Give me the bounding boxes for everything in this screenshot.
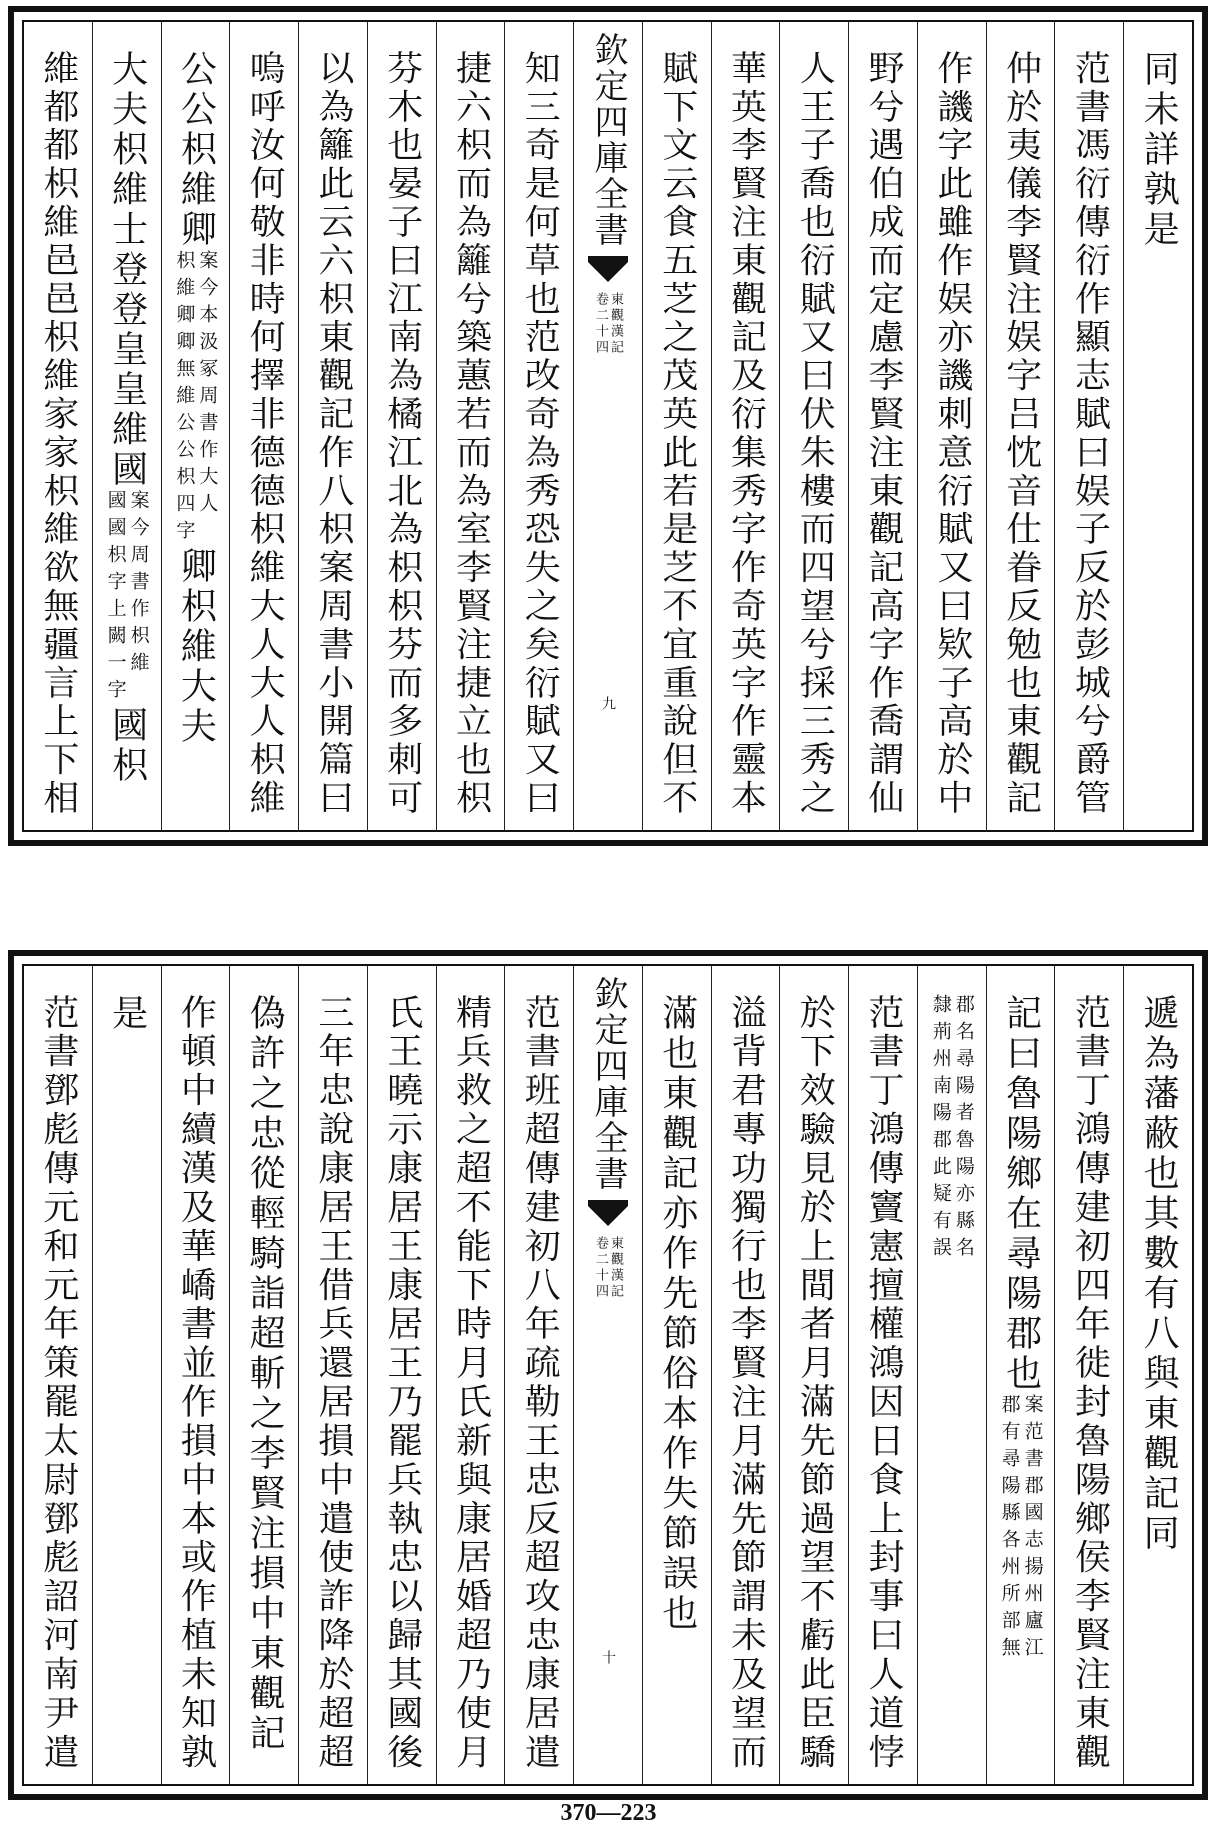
text-column	[848, 966, 917, 1784]
column-content	[863, 50, 905, 818]
text-column	[92, 22, 161, 830]
annotation-line: 隸荊州南陽郡此疑有誤	[929, 994, 952, 1264]
main-text: 氏王曉示康居王康居王乃罷兵執忠以歸其國後	[381, 994, 423, 1773]
column-content	[106, 50, 148, 786]
main-text: 三年忠說康居王借兵還居損中遣使詐降於超超	[312, 994, 354, 1773]
bottom-page-inner-border	[22, 964, 1194, 1786]
top-page-inner-border	[22, 20, 1194, 832]
text-column	[436, 966, 505, 1784]
column-content	[1138, 50, 1180, 250]
main-text: 賦下文云食五芝之茂英此若是芝不宜重說但不	[656, 50, 698, 818]
text-column	[298, 22, 367, 830]
column-content	[244, 50, 286, 818]
annotation-line: 郡名尋陽者魯陽亦縣名	[952, 994, 975, 1264]
text-column	[367, 22, 436, 830]
text-column	[298, 966, 367, 1784]
column-content	[244, 994, 286, 1754]
text-column	[711, 22, 780, 830]
volume-label: 卷二十四	[592, 1236, 608, 1300]
main-text: 同未詳孰是	[1138, 50, 1180, 250]
column-content	[656, 994, 698, 1634]
column-content	[1069, 994, 1111, 1773]
annotation-line: 郡有尋陽縣各州所部無	[998, 1394, 1021, 1664]
column-content	[519, 994, 561, 1773]
fishtail-mark-icon	[586, 254, 630, 284]
text-column	[229, 966, 298, 1784]
main-text-continued: 卿枳維大夫	[175, 547, 217, 747]
text-column	[986, 966, 1055, 1784]
fishtail-mark-icon	[586, 1198, 630, 1228]
text-column	[436, 22, 505, 830]
annotation-note	[931, 994, 973, 1264]
volume-label: 卷二十四	[592, 292, 608, 356]
text-column	[229, 22, 298, 830]
main-text: 遞為藩蔽也其數有八與東觀記同	[1138, 994, 1180, 1554]
bottom-page-columns	[24, 966, 1192, 1784]
main-text: 范書馮衍傳衍作顯志賦曰娱子反於彭城兮爵管	[1069, 50, 1111, 818]
main-text: 知三奇是何草也范改奇為秀恐失之矣衍賦又曰	[519, 50, 561, 818]
text-column	[367, 966, 436, 1784]
text-column	[917, 22, 986, 830]
text-column	[848, 22, 917, 830]
annotation-line: 案今周書作枳維	[127, 490, 150, 679]
top-page-columns	[24, 22, 1192, 830]
text-column	[504, 22, 573, 830]
main-text: 華英李賢注東觀記及衍集秀字作奇英字作靈本	[725, 50, 767, 818]
text-column	[1054, 22, 1123, 830]
text-column	[161, 22, 230, 830]
main-text: 作譏字此雖作娱亦譏刺意衍賦又曰欵子高於中	[931, 50, 973, 818]
annotation-note	[1000, 1394, 1042, 1664]
main-text: 記曰魯陽鄉在尋陽郡也	[1000, 994, 1042, 1394]
bottom-page-frame	[8, 950, 1208, 1800]
column-content	[931, 994, 973, 1264]
annotation-note	[106, 490, 148, 706]
main-text: 范書班超傳建初八年疏勒王忠反超攻忠康居遣	[519, 994, 561, 1773]
column-content	[863, 994, 905, 1773]
main-text: 作頓中續漢及華嶠書並作損中本或作植未知孰	[175, 994, 217, 1773]
book-meta	[594, 292, 622, 356]
main-text: 公公枳維卿	[175, 50, 217, 250]
main-text: 人王子喬也衍賦又曰伏朱樓而四望兮採三秀之	[794, 50, 836, 818]
text-column	[1123, 22, 1192, 830]
column-content	[794, 994, 836, 1773]
main-text: 范書丁鴻傳竇憲擅權鴻因日食上封事曰人道悖	[863, 994, 905, 1773]
annotation-line: 案范書郡國志揚州廬江	[1021, 1394, 1044, 1664]
page-number: 370—223	[560, 1800, 657, 1826]
column-content	[1138, 994, 1180, 1554]
column-content	[1000, 50, 1042, 818]
column-content	[656, 50, 698, 818]
text-column	[642, 966, 711, 1784]
column-content	[450, 50, 492, 818]
book-title: 欽定四庫全書	[587, 32, 628, 248]
main-text: 維都都枳維邑邑枳維家家枳維欲無疆言上下相	[37, 50, 79, 818]
text-column	[92, 966, 161, 1784]
column-content	[312, 50, 354, 818]
text-column	[24, 966, 92, 1784]
book-meta	[594, 1236, 622, 1300]
column-content	[519, 50, 561, 818]
annotation-line: 國國枳字上闕一字	[104, 490, 127, 706]
leaf-number: 九	[599, 696, 616, 710]
center-fold-column	[573, 22, 642, 830]
column-content	[931, 50, 973, 818]
main-text: 偽許之忠從輕騎詣超斬之李賢注損中東觀記	[244, 994, 286, 1754]
column-content	[794, 50, 836, 818]
main-text: 溢背君專功獨行也李賢注月滿先節謂未及望而	[725, 994, 767, 1773]
main-text: 精兵救之超不能下時月氏新與康居婚超乃使月	[450, 994, 492, 1773]
annotation-line: 枳維卿卿無維公公枳四字	[173, 250, 196, 547]
column-content	[381, 50, 423, 818]
text-column	[161, 966, 230, 1784]
main-text: 捷六枳而為籬兮築蕙若而為室李賢注捷立也枳	[450, 50, 492, 818]
book-name: 東觀漢記	[607, 292, 623, 356]
main-text: 嗚呼汝何敬非時何擇非德德枳維大人大人枳維	[244, 50, 286, 818]
text-column	[24, 22, 92, 830]
annotation-note	[173, 250, 219, 547]
column-content	[175, 994, 217, 1773]
main-text-continued: 國枳	[106, 706, 148, 786]
book-title: 欽定四庫全書	[587, 976, 628, 1192]
column-content	[173, 50, 219, 747]
text-column	[711, 966, 780, 1784]
center-fold-column	[573, 966, 642, 1784]
main-text: 仲於夷儀李賢注娱字吕忱音仕眷反勉也東觀記	[1000, 50, 1042, 818]
text-column	[1123, 966, 1192, 1784]
main-text: 於下效驗見於上間者月滿先節過望不虧此臣驕	[794, 994, 836, 1773]
column-content	[1069, 50, 1111, 818]
main-text: 范書丁鴻傳建初四年徙封魯陽鄉侯李賢注東觀	[1069, 994, 1111, 1773]
column-content	[381, 994, 423, 1773]
top-page-frame	[8, 6, 1208, 846]
text-column	[642, 22, 711, 830]
text-column	[917, 966, 986, 1784]
leaf-number: 十	[599, 1650, 616, 1664]
main-text: 范書鄧彪傳元和元年策罷太尉鄧彪詔河南尹遣	[37, 994, 79, 1773]
column-content	[37, 50, 79, 818]
column-content	[312, 994, 354, 1773]
book-name: 東觀漢記	[607, 1236, 623, 1300]
main-text: 以為籬此云六枳東觀記作八枳案周書小開篇曰	[312, 50, 354, 818]
main-text: 野兮遇伯成而定慮李賢注東觀記高字作喬謂仙	[863, 50, 905, 818]
main-text: 芬木也晏子曰江南為橘江北為枳枳芬而多刺可	[381, 50, 423, 818]
column-content	[37, 994, 79, 1773]
text-column	[1054, 966, 1123, 1784]
text-column	[504, 966, 573, 1784]
text-column	[986, 22, 1055, 830]
column-content	[450, 994, 492, 1773]
column-content	[725, 994, 767, 1773]
column-content	[1000, 994, 1042, 1664]
main-text: 滿也東觀記亦作先節俗本作失節誤也	[656, 994, 698, 1634]
main-text: 是	[106, 994, 148, 1034]
annotation-line: 案今本汲冢周書作大人	[196, 250, 219, 520]
column-content	[725, 50, 767, 818]
text-column	[779, 966, 848, 1784]
text-column	[779, 22, 848, 830]
column-content	[106, 994, 148, 1034]
main-text: 大夫枳維士登登皇皇維國	[106, 50, 148, 490]
